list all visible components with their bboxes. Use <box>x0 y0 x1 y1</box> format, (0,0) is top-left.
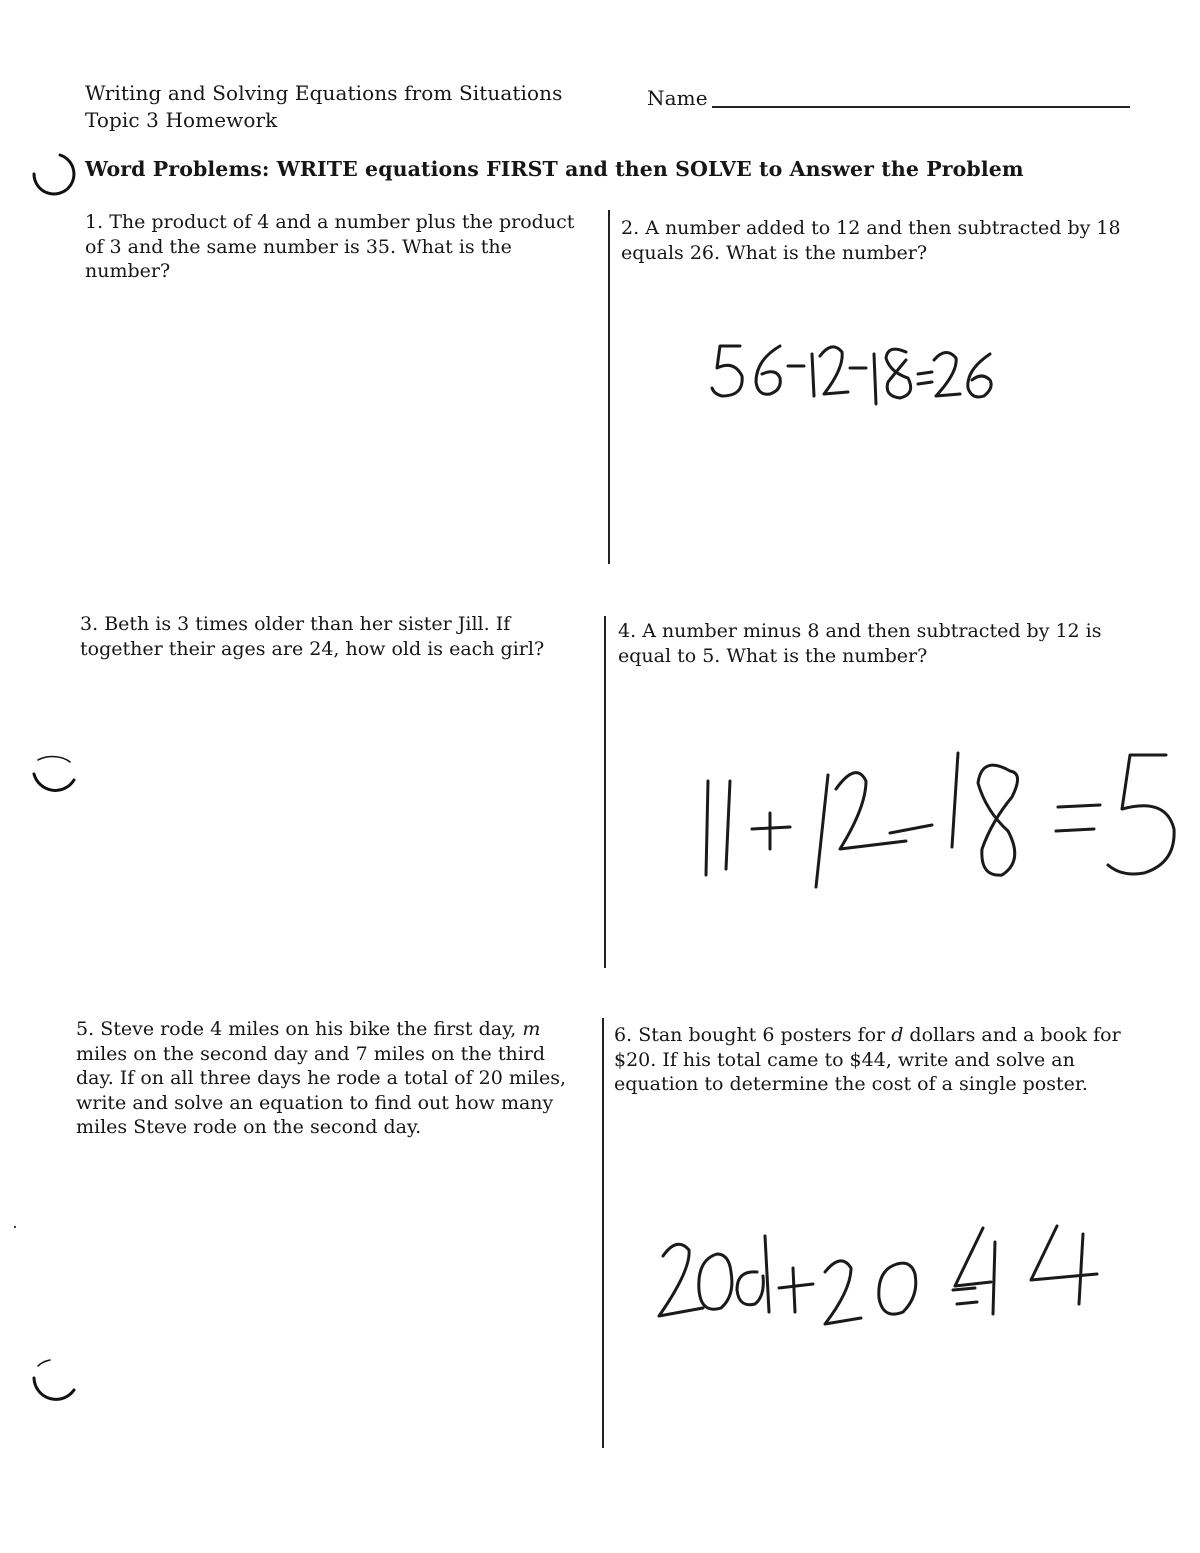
handwritten-answer-2 <box>700 330 1070 420</box>
variable-d: d <box>891 1024 904 1046</box>
problem-text-after: miles on the second day and 7 miles on the third day. If on all three days he rode a total of 20 miles, write and solve an equation to find out how many miles Steve rode on the second day. <box>76 1042 567 1138</box>
worksheet-subtitle: Topic 3 Homework <box>85 108 278 132</box>
problem-text-before: Steve rode 4 miles on his bike the first day, <box>100 1018 517 1040</box>
problem-1 <box>85 210 590 284</box>
problem-5 <box>76 1017 588 1140</box>
column-divider <box>604 616 606 968</box>
worksheet-title: Writing and Solving Equations from Situations <box>85 81 563 105</box>
variable-m: m <box>522 1018 541 1040</box>
name-input-line[interactable] <box>712 106 1130 108</box>
column-divider <box>602 1018 604 1448</box>
punch-hole-icon <box>30 1356 80 1406</box>
problem-number: 4. <box>618 620 637 642</box>
column-divider <box>608 210 610 564</box>
problem-number: 5. <box>76 1018 95 1040</box>
punch-hole-icon <box>30 752 80 802</box>
handwritten-answer-4 <box>690 745 1190 895</box>
problem-number: 3. <box>80 613 99 635</box>
problem-3 <box>80 612 585 661</box>
problem-4 <box>618 619 1148 668</box>
problem-number: 1. <box>85 211 104 233</box>
problem-number: 2. <box>621 217 640 239</box>
problem-number: 6. <box>614 1024 633 1046</box>
handwritten-answer-6 <box>645 1220 1115 1330</box>
instructions-heading: Word Problems: WRITE equations FIRST and then SOLVE to Answer the Problem <box>85 157 1024 181</box>
problem-6 <box>614 1023 1124 1097</box>
problem-text-after: dollars and a book for $20. If his total came to $44, write and solve an equation to determine the cost of a single poster. <box>614 1024 1121 1095</box>
punch-hole-icon <box>30 152 80 202</box>
problem-text: The product of 4 and a number plus the product of 3 and the same number is 35. What is the number? <box>85 211 575 282</box>
problem-text: A number minus 8 and then subtracted by 12 is equal to 5. What is the number? <box>618 620 1102 667</box>
problem-text-before: Stan bought 6 posters for <box>638 1024 886 1046</box>
name-label: Name <box>647 86 708 110</box>
problem-text: Beth is 3 times older than her sister Jill. If together their ages are 24, how old is each girl? <box>80 613 545 660</box>
stray-dot <box>14 1226 16 1228</box>
problem-2 <box>621 216 1161 265</box>
problem-text: A number added to 12 and then subtracted by 18 equals 26. What is the number? <box>621 217 1121 264</box>
